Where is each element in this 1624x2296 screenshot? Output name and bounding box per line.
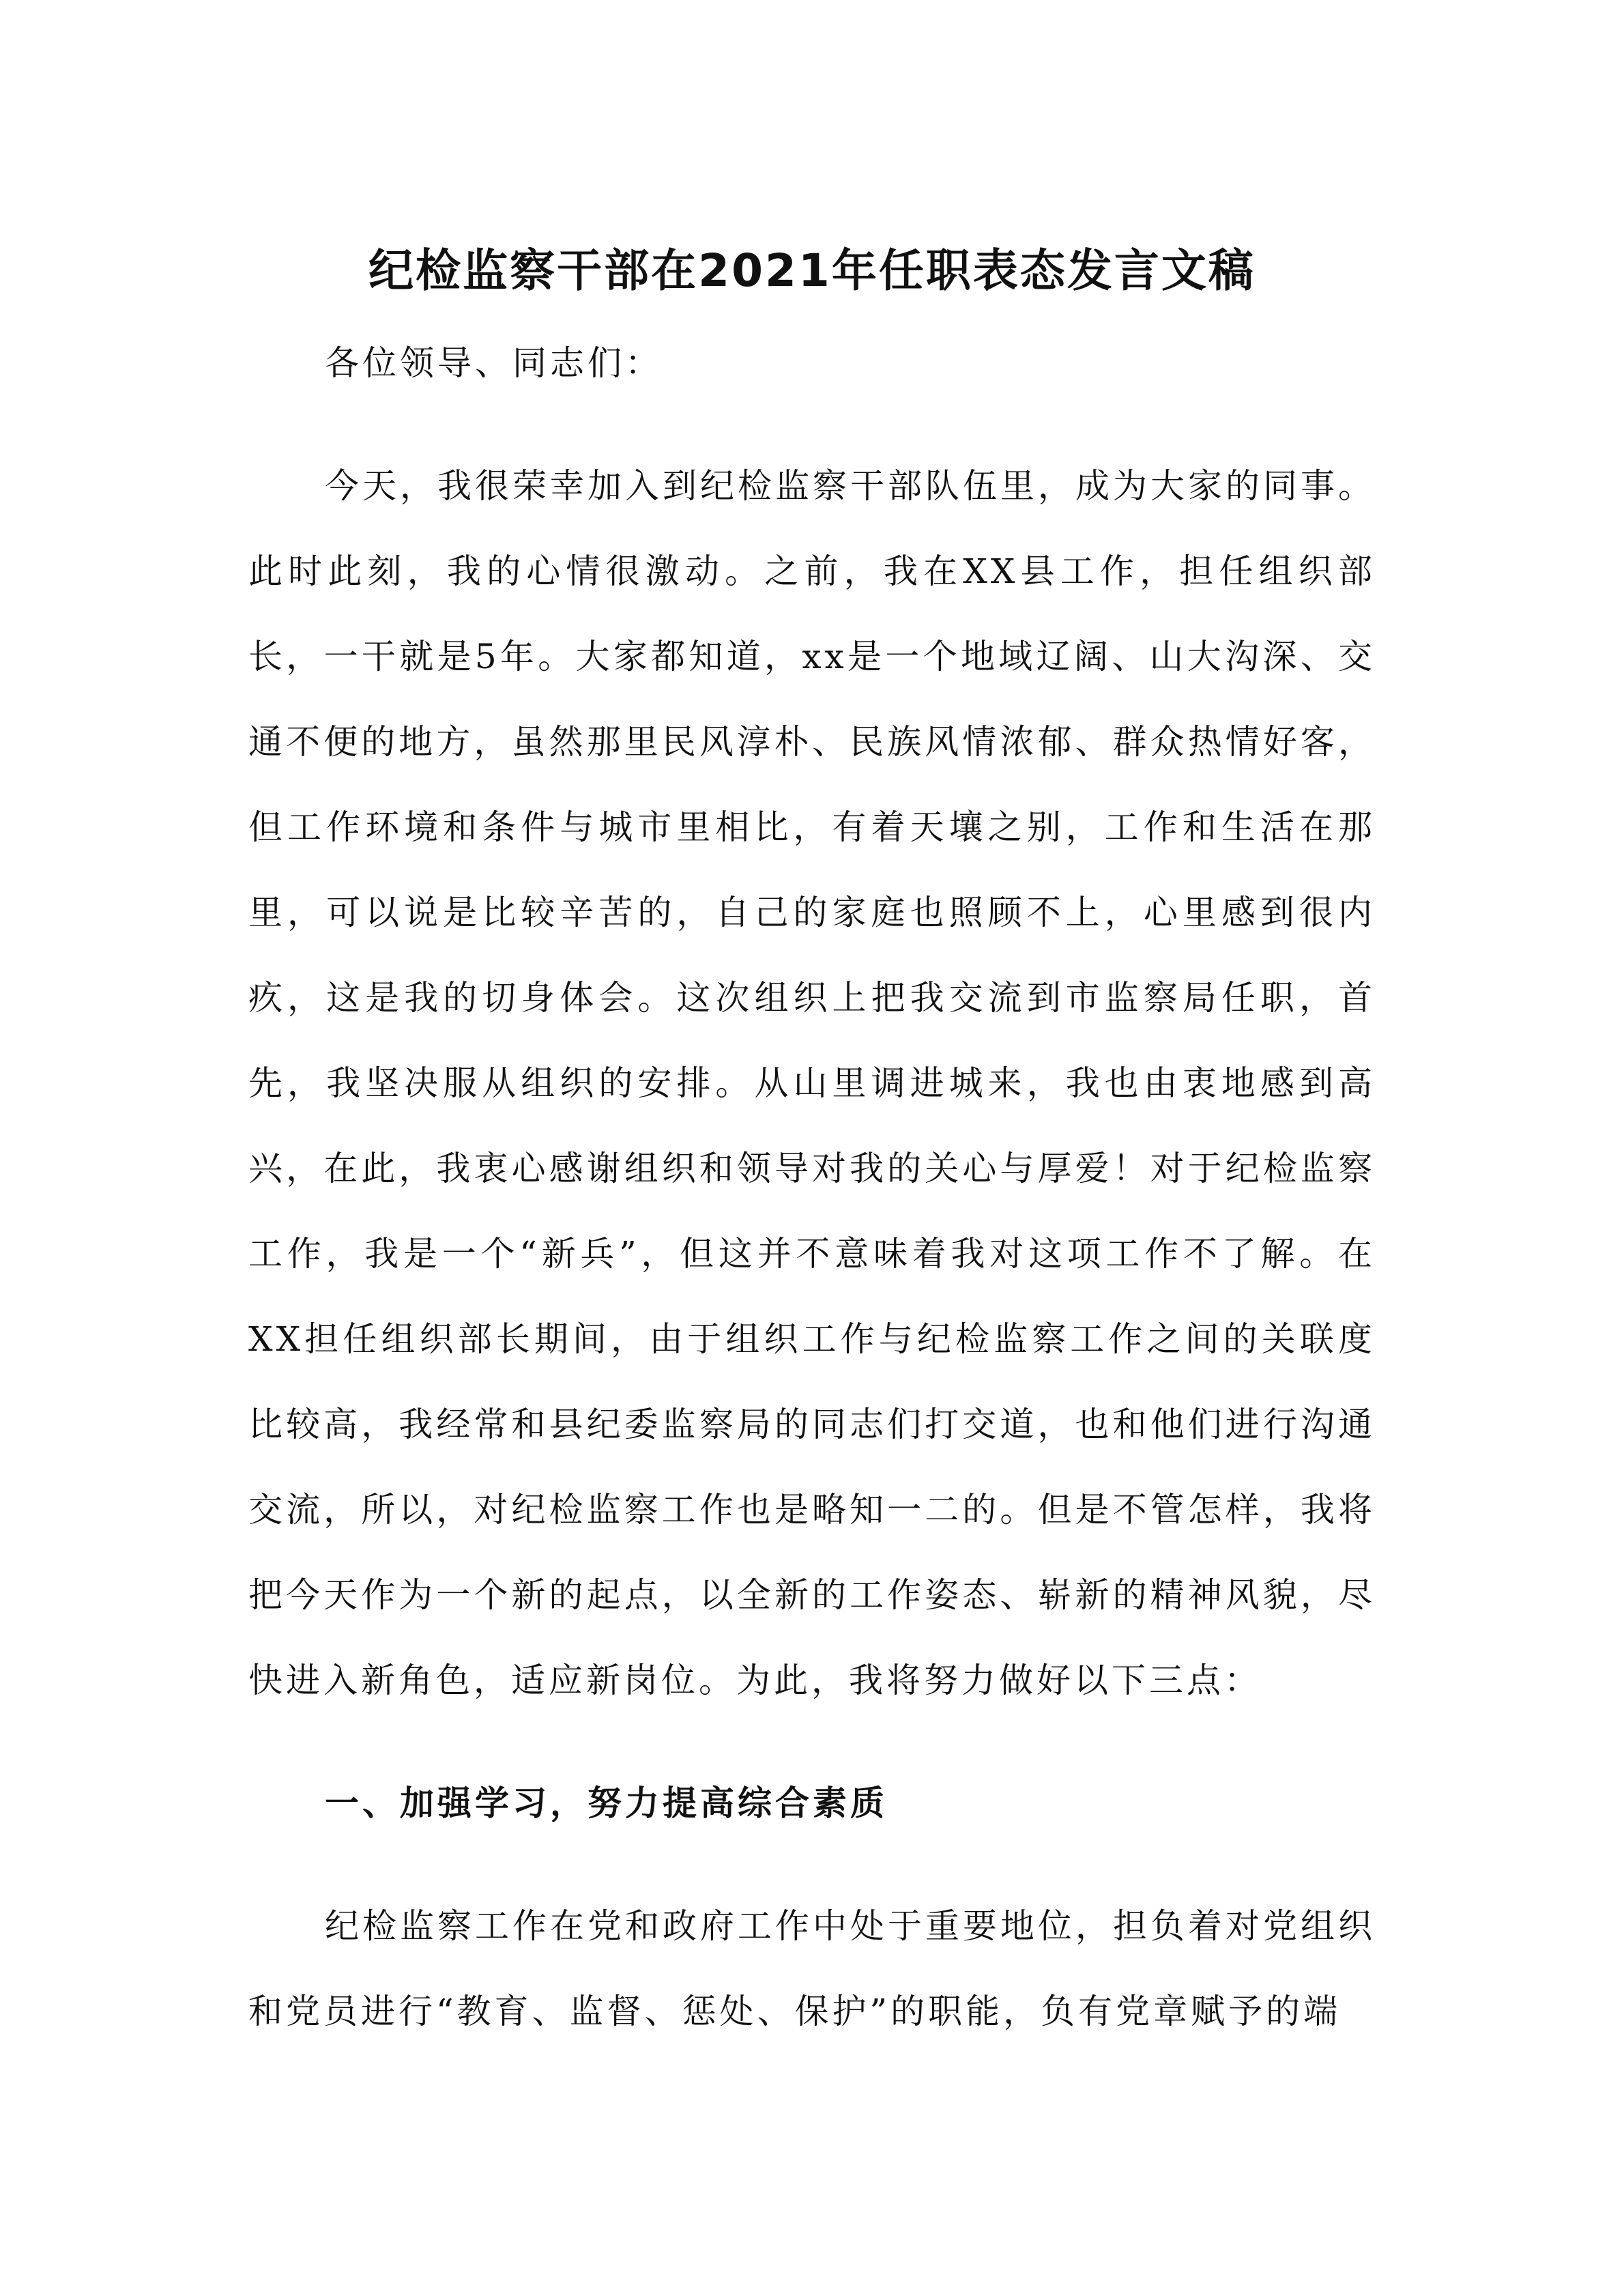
section-heading: 一、加强学习，努力提高综合素质 [325,1783,888,1823]
salutation: 各位领导、同志们： [325,343,663,383]
body-paragraph: 纪检监察工作在党和政府工作中处于重要地位，担负着对党组织和党员进行“教育、监督、惩处、保护”的职能，负有党章赋予的端 [248,1906,1376,2031]
document-title: 纪检监察干部在2021年任职表态发言文稿 [368,244,1256,298]
body-paragraph: 今天，我很荣幸加入到纪检监察干部队伍里，成为大家的同事。此时此刻，我的心情很激动。之前，我在XX县工作，担任组织部长，一干就是5年。大家都知道，xx是一个地域辽阔、山大沟深、交通不便的地方，虽然那里民风淳朴、民族风情浓郁、群众热情好客，但工作环境和条件与城市里相比，有着天壤之别，工作和生活在那里，可以说是比较辛苦的，自己的家庭也照顾不上，心里感到很内疚，这是我的切身体会。这次组织上把我交流到市监察局任职，首先，我坚决服从组织的安排。从山里调进城来，我也由衷地感到高兴，在此，我衷心感谢组织和领导对我的关心与厚爱！对于纪检监察工作，我是一个“新兵”，但这并不意味着我对这项工作不了解。在XX担任组织部长期间，由于组织工作与纪检监察工作之间的关联度比较高，我经常和县纪委监察局的同志们打交道，也和他们进行沟通交流，所以，对纪检监察工作也是略知一二的。但是不管怎样，我将把今天作为一个新的起点，以全新的工作姿态、崭新的精神风貌，尽快进入新角色，适应新岗位。为此，我将努力做好以下三点： [248,466,1376,1700]
